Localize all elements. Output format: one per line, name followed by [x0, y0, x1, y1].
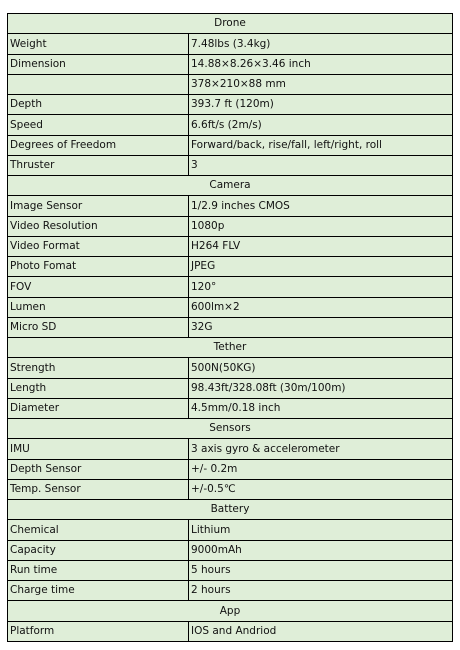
spec-label: Depth — [8, 95, 189, 115]
spec-value: +/- 0.2m — [189, 459, 453, 479]
spec-table-body — [8, 14, 453, 642]
table-row — [8, 459, 453, 479]
spec-table — [7, 13, 453, 642]
table-row — [8, 621, 453, 641]
spec-value: 3 — [189, 155, 453, 175]
section-header-app — [8, 601, 453, 621]
spec-value: 1/2.9 inches CMOS — [189, 196, 453, 216]
spec-sheet — [7, 13, 452, 642]
table-row — [8, 317, 453, 337]
spec-value: H264 FLV — [189, 236, 453, 256]
spec-value: 6.6ft/s (2m/s) — [189, 115, 453, 135]
spec-label: Length — [8, 378, 189, 398]
spec-value: 378×210×88 mm — [189, 74, 453, 94]
section-header-camera — [8, 176, 453, 196]
spec-value: 5 hours — [189, 560, 453, 580]
spec-value: 9000mAh — [189, 540, 453, 560]
spec-value: 3 axis gyro & accelerometer — [189, 439, 453, 459]
table-row — [8, 277, 453, 297]
spec-label: IMU — [8, 439, 189, 459]
table-row — [8, 479, 453, 499]
table-row — [8, 398, 453, 418]
spec-label: FOV — [8, 277, 189, 297]
spec-label: Run time — [8, 560, 189, 580]
spec-value: IOS and Andriod — [189, 621, 453, 641]
section-title: App — [8, 601, 453, 621]
table-row — [8, 358, 453, 378]
spec-value: 500N(50KG) — [189, 358, 453, 378]
spec-label: Video Format — [8, 236, 189, 256]
spec-value: 14.88×8.26×3.46 inch — [189, 54, 453, 74]
spec-label: Depth Sensor — [8, 459, 189, 479]
table-row — [8, 196, 453, 216]
table-row — [8, 216, 453, 236]
section-title: Tether — [8, 338, 453, 358]
spec-value: 600lm×2 — [189, 297, 453, 317]
section-header-sensors — [8, 419, 453, 439]
table-row — [8, 74, 453, 94]
spec-label — [8, 74, 189, 94]
spec-label: Chemical — [8, 520, 189, 540]
spec-label: Capacity — [8, 540, 189, 560]
spec-label: Dimension — [8, 54, 189, 74]
spec-label: Lumen — [8, 297, 189, 317]
spec-value: 4.5mm/0.18 inch — [189, 398, 453, 418]
table-row — [8, 520, 453, 540]
spec-value: Forward/back, rise/fall, left/right, roll — [189, 135, 453, 155]
spec-value: 393.7 ft (120m) — [189, 95, 453, 115]
spec-label: Speed — [8, 115, 189, 135]
spec-label: Temp. Sensor — [8, 479, 189, 499]
section-header-tether — [8, 338, 453, 358]
section-header-drone — [8, 14, 453, 34]
table-row — [8, 236, 453, 256]
spec-value: 120° — [189, 277, 453, 297]
spec-label: Platform — [8, 621, 189, 641]
spec-label: Micro SD — [8, 317, 189, 337]
table-row — [8, 581, 453, 601]
spec-value: 1080p — [189, 216, 453, 236]
spec-value: 2 hours — [189, 581, 453, 601]
table-row — [8, 155, 453, 175]
table-row — [8, 34, 453, 54]
spec-label: Video Resolution — [8, 216, 189, 236]
table-row — [8, 297, 453, 317]
spec-label: Charge time — [8, 581, 189, 601]
spec-value: 32G — [189, 317, 453, 337]
spec-value: Lithium — [189, 520, 453, 540]
table-row — [8, 560, 453, 580]
table-row — [8, 95, 453, 115]
table-row — [8, 257, 453, 277]
spec-label: Image Sensor — [8, 196, 189, 216]
spec-label: Weight — [8, 34, 189, 54]
spec-label: Diameter — [8, 398, 189, 418]
section-title: Camera — [8, 176, 453, 196]
table-row — [8, 540, 453, 560]
spec-label: Strength — [8, 358, 189, 378]
table-row — [8, 439, 453, 459]
section-header-battery — [8, 500, 453, 520]
section-title: Battery — [8, 500, 453, 520]
table-row — [8, 135, 453, 155]
spec-value: +/-0.5℃ — [189, 479, 453, 499]
spec-value: 98.43ft/328.08ft (30m/100m) — [189, 378, 453, 398]
spec-value: JPEG — [189, 257, 453, 277]
section-title: Drone — [8, 14, 453, 34]
spec-label: Thruster — [8, 155, 189, 175]
spec-label: Photo Fomat — [8, 257, 189, 277]
table-row — [8, 378, 453, 398]
table-row — [8, 115, 453, 135]
spec-value: 7.48lbs (3.4kg) — [189, 34, 453, 54]
spec-label: Degrees of Freedom — [8, 135, 189, 155]
table-row — [8, 54, 453, 74]
section-title: Sensors — [8, 419, 453, 439]
